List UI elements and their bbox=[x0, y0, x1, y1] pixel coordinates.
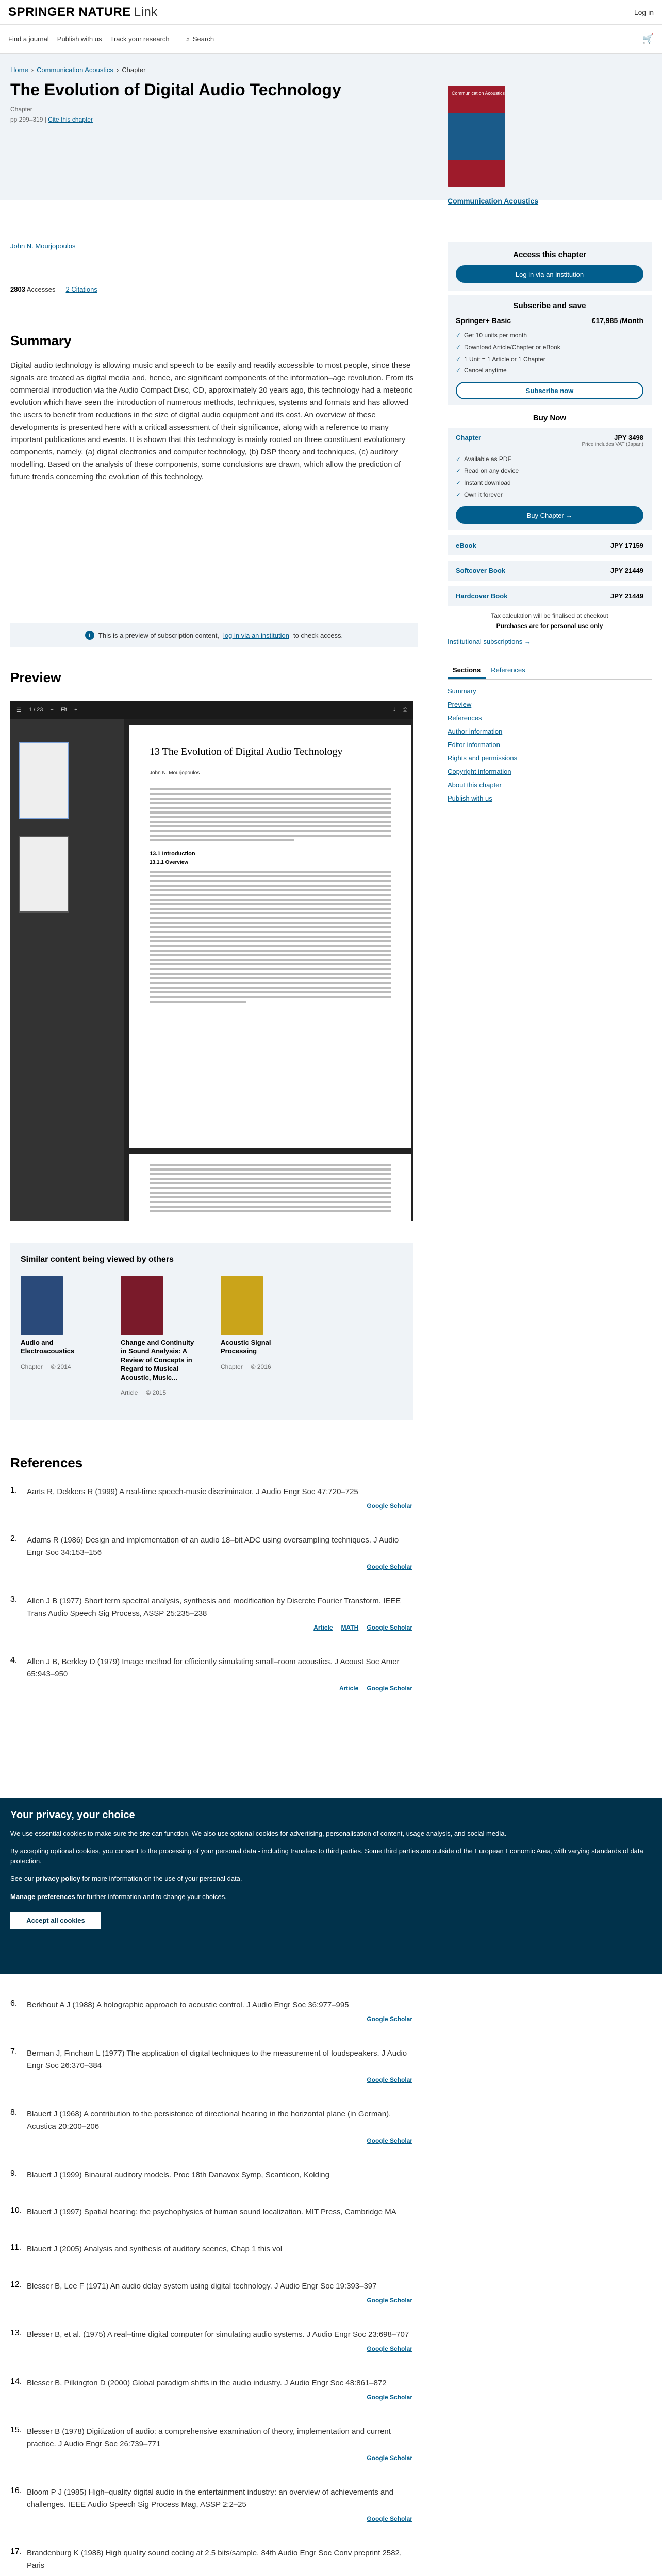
summary-heading: Summary bbox=[10, 333, 72, 348]
reference-item bbox=[10, 2169, 412, 2181]
reference-text: Brandenburg K (1988) High quality sound coding at 2.5 bits/sample. 84th Audio Engr Soc Conv preprint 2582, Paris bbox=[27, 2549, 402, 2570]
similar-item[interactable]: Audio and Electroacoustics Chapter © 2014 bbox=[21, 1276, 98, 1396]
cite-link[interactable]: Cite this chapter bbox=[48, 116, 93, 124]
reference-text: Blesser B, et al. (1975) A real–time digital computer for simulating audio systems. J Audio Engr Soc 23:698–707 bbox=[27, 2330, 409, 2339]
institutional-subscriptions-link[interactable]: Institutional subscriptions → bbox=[448, 638, 531, 646]
similar-heading: Similar content being viewed by others bbox=[21, 1255, 174, 1264]
reference-text: Bloom P J (1985) High–quality digital audio in the entertainment industry: an overview of achievements and challenges. IEEE Audio Speech Sig Process Mag, ASSP 2:2–25 bbox=[27, 2488, 393, 2509]
reference-text: Blesser B, Pilkington D (2000) Global paradigm shifts in the audio industry. J Audio Engr Soc 48:861–872 bbox=[27, 2379, 387, 2387]
manage-preferences-link[interactable]: Manage preferences bbox=[10, 1892, 75, 1901]
breadcrumb-current: Chapter bbox=[122, 66, 146, 74]
reference-list bbox=[10, 1999, 412, 2576]
preview-page bbox=[129, 1154, 411, 1226]
google-scholar-link[interactable]: Google Scholar bbox=[367, 2297, 412, 2304]
article-link[interactable]: Article bbox=[313, 1624, 333, 1631]
google-scholar-link[interactable]: Google Scholar bbox=[367, 1624, 412, 1631]
section-toc bbox=[448, 685, 652, 805]
subscribe-button[interactable]: Subscribe now bbox=[456, 382, 643, 399]
accesses-count: 2803 Accesses bbox=[10, 285, 56, 293]
institution-login-button[interactable]: Log in via an institution bbox=[456, 265, 643, 283]
breadcrumb-book[interactable]: Communication Acoustics bbox=[37, 66, 113, 74]
reference-item bbox=[10, 1999, 412, 2023]
preview-notice: i This is a preview of subscription content, log in via an institution to check access. bbox=[10, 623, 418, 647]
preview-heading: Preview bbox=[10, 670, 61, 685]
reference-text: Blesser B, Lee F (1971) An audio delay system using digital technology. J Audio Engr Soc 19:393–397 bbox=[27, 2282, 377, 2291]
cookie-text: We use essential cookies to make sure the site can function. We also use optional cookies for advertising, personalisation of content, usage analysis, and social media. bbox=[10, 1829, 507, 1837]
reference-text: Berkhout A J (1988) A holographic approach to acoustic control. J Audio Engr Soc 36:977–995 bbox=[27, 2001, 349, 2009]
reference-text: Berman J, Fincham L (1977) The application of digital techniques to the measurement of loudspeakers. J Audio Engr Soc 26:370–384 bbox=[27, 2049, 407, 2070]
sidebar bbox=[448, 242, 652, 805]
similar-item[interactable]: Change and Continuity in Sound Analysis: A Review of Concepts in Regard to Musical Acoustic, Music... Article © 2015 bbox=[121, 1276, 198, 1396]
references-heading: References bbox=[10, 1455, 83, 1470]
cookie-heading: Your privacy, your choice bbox=[10, 1809, 135, 1821]
google-scholar-link[interactable]: Google Scholar bbox=[367, 2137, 412, 2144]
chapter-hero bbox=[0, 54, 662, 200]
zoom-level[interactable]: Fit bbox=[60, 707, 68, 713]
math-link[interactable]: MATH bbox=[341, 1624, 359, 1631]
reference-text: Blesser B (1978) Digitization of audio: a comprehensive examination of theory, implementation and current practice. J Audio Engr Soc 26:739–771 bbox=[27, 2427, 391, 2448]
nav-publish[interactable]: Publish with us bbox=[57, 35, 102, 43]
article-link[interactable]: Article bbox=[339, 1685, 359, 1692]
privacy-policy-link[interactable]: privacy policy bbox=[36, 1875, 80, 1883]
page-range: pp 299–319 | Cite this chapter bbox=[10, 116, 93, 124]
reference-number: 11. bbox=[10, 2243, 22, 2252]
reference-number: 8. bbox=[10, 2108, 18, 2117]
page-thumbnail[interactable] bbox=[19, 836, 69, 913]
google-scholar-link[interactable]: Google Scholar bbox=[367, 2076, 412, 2083]
reference-number: 15. bbox=[10, 2426, 22, 2434]
chapter-purchase[interactable]: Chapter JPY 3498 Price includes VAT (Japan) ✓ Available as PDF ✓ Read on any device ✓ Instant download ✓ Own it forever Buy Chapter → bbox=[448, 428, 652, 530]
access-box: Access this chapter Log in via an institution bbox=[448, 242, 652, 291]
tax-info: Tax calculation will be finalised at checkout Purchases are for personal use only bbox=[491, 612, 608, 630]
preview-chapter-title: 13 The Evolution of Digital Audio Technology bbox=[150, 746, 343, 757]
buy-chapter-button[interactable]: Buy Chapter → bbox=[456, 506, 643, 524]
cart-icon[interactable]: 🛒 bbox=[642, 33, 654, 44]
reference-list bbox=[10, 1486, 412, 1717]
content-type: Chapter bbox=[10, 106, 32, 113]
reference-item bbox=[10, 2329, 412, 2352]
breadcrumb-home[interactable]: Home bbox=[10, 66, 28, 74]
summary-text: Digital audio technology is allowing music and speech to be easily and readily accessible to most people, since these signals are treated as digital media and, hence, are significant components of the information–age revolution. From its commercial introduction via the Audio Compact Disc, CD, approximately 20 years ago, this technology had a meteoric evolution which have seen the introduction of numerous methods, techniques, systems and formats and has allowed the users to benefit from reductions in the size of digital audio equipment and its cost. An overview of these developments is presented here with a critical assessment of their significance, along with a reference to many important publications and events. It is shown that this technology is mainly rooted on three constituent evolutionary components, namely, (a) digital electronics and computer technology, (b) DSP theory and techniques, (c) auditory modelling. Based on the analysis of these components, some conclusions are drawn, which allow the prediction of future trends concerning the evolution of this technology. bbox=[10, 361, 414, 481]
toc-item[interactable]: About this chapter bbox=[448, 781, 502, 789]
google-scholar-link[interactable]: Google Scholar bbox=[367, 2515, 412, 2522]
reference-number: 16. bbox=[10, 2486, 22, 2495]
reference-item bbox=[10, 1534, 412, 1570]
reference-text: Allen J B (1977) Short term spectral analysis, synthesis and modification by Discrete Fourier Transform. IEEE Trans Audio Speech Sig Process, ASSP 25:235–238 bbox=[27, 1597, 401, 1618]
toc-item[interactable]: Publish with us bbox=[448, 794, 492, 803]
nav-track[interactable]: Track your research bbox=[110, 35, 170, 43]
reference-number: 14. bbox=[10, 2377, 22, 2386]
toc-item[interactable]: Copyright information bbox=[448, 768, 511, 776]
page-thumbnail[interactable] bbox=[19, 742, 69, 819]
similar-cover[interactable] bbox=[221, 1276, 263, 1335]
reference-text: Blauert J (1968) A contribution to the persistence of directional hearing in the horizontal plane (in German). Acustica 20:200–206 bbox=[27, 2110, 391, 2131]
reference-item bbox=[10, 2426, 412, 2462]
print-icon[interactable]: ⎙ bbox=[403, 706, 407, 713]
reference-item bbox=[10, 1656, 412, 1692]
toc-item[interactable]: References bbox=[448, 714, 482, 722]
google-scholar-link[interactable]: Google Scholar bbox=[367, 1685, 412, 1692]
reference-text: Blauert J (1999) Binaural auditory models. Proc 18th Danavox Symp, Scanticon, Kolding bbox=[27, 2171, 329, 2179]
reference-number: 2. bbox=[10, 1534, 18, 1543]
cookie-text: See our privacy policy for more information on the use of your personal data. bbox=[10, 1875, 242, 1883]
similar-content bbox=[10, 1243, 413, 1420]
google-scholar-link[interactable]: Google Scholar bbox=[367, 2454, 412, 2462]
plan-price: €17,985 /Month bbox=[591, 316, 643, 325]
reference-number: 7. bbox=[10, 2047, 18, 2056]
author-link[interactable]: John N. Mourjopoulos bbox=[10, 242, 76, 250]
info-icon: i bbox=[85, 631, 94, 640]
zoom-out-icon[interactable]: − bbox=[50, 707, 54, 713]
viewer-toolbar bbox=[10, 701, 413, 719]
toc-item[interactable]: Rights and permissions bbox=[448, 754, 518, 762]
thumbnail-panel bbox=[10, 719, 124, 1221]
book-title-link[interactable]: Communication Acoustics bbox=[448, 197, 539, 205]
google-scholar-link[interactable]: Google Scholar bbox=[367, 2015, 412, 2023]
google-scholar-link[interactable]: Google Scholar bbox=[367, 1502, 412, 1510]
similar-cover[interactable] bbox=[21, 1276, 63, 1335]
reference-item bbox=[10, 2280, 412, 2304]
reference-number: 12. bbox=[10, 2280, 22, 2289]
search-icon: ⌕ bbox=[186, 35, 190, 43]
metrics bbox=[10, 285, 418, 293]
search-button[interactable]: ⌕ Search bbox=[186, 35, 214, 43]
reference-number: 10. bbox=[10, 2206, 22, 2215]
similar-item[interactable]: Acoustic Signal Processing Chapter © 2016 bbox=[221, 1276, 298, 1396]
page-title: The Evolution of Digital Audio Technology bbox=[10, 80, 341, 99]
cookie-banner bbox=[0, 1798, 662, 1974]
google-scholar-link[interactable]: Google Scholar bbox=[367, 2345, 412, 2352]
breadcrumb: Home › Communication Acoustics › Chapter bbox=[10, 66, 146, 74]
download-icon[interactable]: ⤓ bbox=[393, 706, 396, 713]
reference-item bbox=[10, 2206, 412, 2218]
sidebar-tabs bbox=[448, 663, 652, 680]
springer-logo[interactable]: SPRINGER NATURE Link bbox=[8, 5, 158, 19]
reference-text: Adams R (1986) Design and implementation of an audio 18–bit ADC using oversampling techniques. J Audio Engr Soc 34:153–156 bbox=[27, 1536, 399, 1557]
toc-item[interactable]: Editor information bbox=[448, 741, 500, 749]
reference-text: Allen J B, Berkley D (1979) Image method for efficiently simulating small–room acoustics. J Acoust Soc Amer 65:943–950 bbox=[27, 1657, 400, 1679]
institution-login-link[interactable]: log in via an institution bbox=[223, 631, 289, 639]
toc-item[interactable]: Author information bbox=[448, 727, 503, 736]
reference-item bbox=[10, 2377, 412, 2401]
cookie-text: By accepting optional cookies, you consent to the processing of your personal data - including transfers to third parties. Some third parties are outside of the European Economic Area, with varying standards of data protection. bbox=[10, 1847, 643, 1866]
toc-item[interactable]: Summary bbox=[448, 687, 476, 696]
softcover-purchase[interactable]: Softcover Book JPY 21449 bbox=[448, 561, 652, 581]
reference-text: Blauert J (2005) Analysis and synthesis of auditory scenes, Chap 1 this vol bbox=[27, 2245, 283, 2253]
similar-cover[interactable] bbox=[121, 1276, 163, 1335]
reference-number: 13. bbox=[10, 2329, 22, 2337]
reference-text: Blauert J (1997) Spatial hearing: the psychophysics of human sound localization. MIT Press, Cambridge MA bbox=[27, 2208, 396, 2216]
reference-number: 1. bbox=[10, 1486, 18, 1495]
reference-number: 9. bbox=[10, 2169, 18, 2178]
preview-page: 13 The Evolution of Digital Audio Technology John N. Mourjopoulos 13.1 Introduction 13.1.1 Overview bbox=[129, 725, 411, 1148]
tab-references[interactable]: References bbox=[491, 666, 525, 674]
reference-number: 4. bbox=[10, 1656, 18, 1665]
ebook-purchase[interactable]: eBook JPY 17159 bbox=[448, 535, 652, 555]
zoom-in-icon[interactable]: + bbox=[74, 707, 78, 713]
subscription-box: Subscribe and save Springer+ Basic €17,985 /Month ✓ Get 10 units per month ✓ Download Article/Chapter or eBook ✓ 1 Unit = 1 Article or 1 Chapter ✓ Cancel anytime Subscribe now bbox=[448, 295, 652, 405]
plan-name: Springer+ Basic bbox=[456, 316, 511, 325]
page-indicator[interactable]: 1 / 23 bbox=[28, 707, 43, 713]
reference-number: 6. bbox=[10, 1999, 18, 2008]
main-nav bbox=[0, 25, 662, 54]
buy-now-heading: Buy Now bbox=[533, 414, 567, 423]
reference-number: 3. bbox=[10, 1595, 18, 1604]
reference-item bbox=[10, 2486, 412, 2522]
reference-item bbox=[10, 2047, 412, 2083]
nav-find-journal[interactable]: Find a journal bbox=[8, 35, 49, 43]
book-cover[interactable]: Communication Acoustics bbox=[448, 86, 505, 187]
hardcover-purchase[interactable]: Hardcover Book JPY 21449 bbox=[448, 586, 652, 606]
google-scholar-link[interactable]: Google Scholar bbox=[367, 2394, 412, 2401]
reference-number: 17. bbox=[10, 2547, 22, 2556]
reference-item bbox=[10, 2547, 412, 2576]
reference-text: Aarts R, Dekkers R (1999) A real-time speech-music discriminator. J Audio Engr Soc 47:720–725 bbox=[27, 1487, 358, 1496]
reference-item bbox=[10, 2243, 412, 2256]
reference-item bbox=[10, 1595, 412, 1631]
menu-icon[interactable]: ☰ bbox=[16, 707, 22, 714]
cookie-text: Manage preferences for further information and to change your choices. bbox=[10, 1892, 227, 1901]
toc-item[interactable]: Preview bbox=[448, 701, 472, 709]
reference-item bbox=[10, 1486, 412, 1510]
accept-cookies-button[interactable]: Accept all cookies bbox=[10, 1912, 101, 1929]
site-header bbox=[0, 0, 662, 25]
tab-sections[interactable]: Sections bbox=[448, 663, 486, 679]
pdf-preview-viewer[interactable] bbox=[10, 701, 413, 1221]
reference-item bbox=[10, 2108, 412, 2144]
login-link[interactable]: Log in bbox=[634, 8, 654, 16]
citations-link[interactable]: 2 Citations bbox=[65, 285, 97, 293]
google-scholar-link[interactable]: Google Scholar bbox=[367, 1563, 412, 1570]
